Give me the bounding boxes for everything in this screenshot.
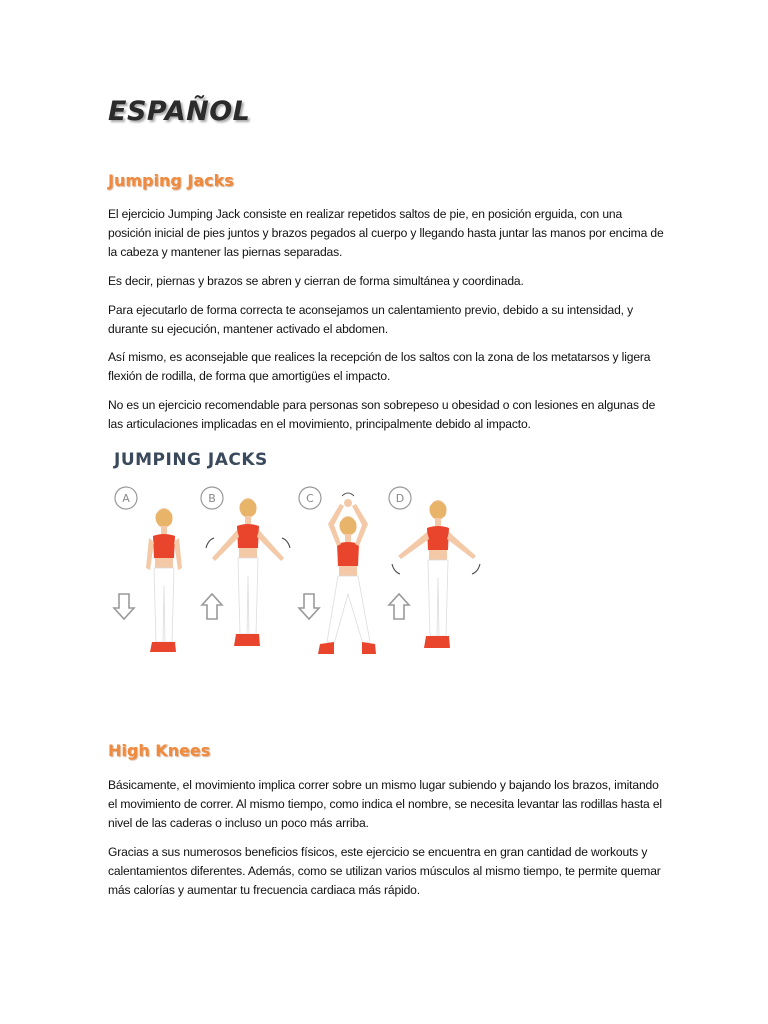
arrow-up-icon — [202, 594, 222, 619]
arrow-down-icon — [114, 594, 134, 619]
arrow-down-icon — [299, 594, 319, 619]
paragraph: Es decir, piernas y brazos se abren y cierran de forma simultánea y coordinada. — [108, 274, 524, 288]
step-d-letter: D — [395, 492, 405, 505]
figure-title: JUMPING JACKS — [114, 450, 268, 470]
paragraph: Gracias a sus numerosos beneficios físicos, este ejercicio se encuentra en gran cantidad de workouts y calentamientos diferentes. Además, como se utilizan varios músculos al mismo tiempo, te permite quemar más calorías y aumentar tu frecuencia cardiaca más rápido. — [108, 845, 661, 897]
step-a-letter: A — [122, 492, 130, 505]
step-c-letter: C — [306, 492, 314, 505]
paragraph: Así mismo, es aconsejable que realices la recepción de los saltos con la zona de los metatarsos y ligera flexión de rodilla, de forma que amortigües el impacto. — [108, 350, 651, 383]
figure-a-person — [146, 508, 182, 652]
arrow-up-icon — [389, 594, 409, 619]
step-d-badge — [389, 487, 411, 509]
step-b-badge — [201, 487, 223, 509]
exercise-figures-svg — [108, 446, 488, 672]
paragraph: Básicamente, el movimiento implica correr sobre un mismo lugar subiendo y bajando los brazos, imitando el movimiento de correr. Al mismo tiempo, como indica el nombre, se necesita levantar las rodillas hasta el nivel de las caderas o incluso un poco más arriba. — [108, 778, 662, 830]
step-c-badge — [299, 487, 321, 509]
paragraph: No es un ejercicio recomendable para personas son sobrepeso u obesidad o con lesiones en algunas de las articulaciones implicadas en el movimiento, principalmente debido al impacto. — [108, 398, 656, 431]
figure-d-person — [392, 500, 480, 648]
figure-c-person — [318, 493, 376, 654]
section-heading-high-knees: High Knees — [108, 741, 211, 760]
page-title: ESPAÑOL — [108, 96, 251, 127]
step-a-badge — [115, 487, 137, 509]
paragraph: El ejercicio Jumping Jack consiste en realizar repetidos saltos de pie, en posición erguida, con una posición inicial de pies juntos y brazos pegados al cuerpo y llegando hasta juntar las manos por encima de la cabeza y mantener las piernas separadas. — [108, 207, 664, 259]
paragraph: Para ejecutarlo de forma correcta te aconsejamos un calentamiento previo, debido a su intensidad, y durante su ejecución, mantener activado el abdomen. — [108, 303, 633, 336]
jumping-jacks-illustration — [108, 446, 488, 672]
figure-b-person — [206, 498, 290, 646]
step-b-letter: B — [208, 492, 216, 505]
section-heading-jumping-jacks: Jumping Jacks — [108, 171, 234, 190]
